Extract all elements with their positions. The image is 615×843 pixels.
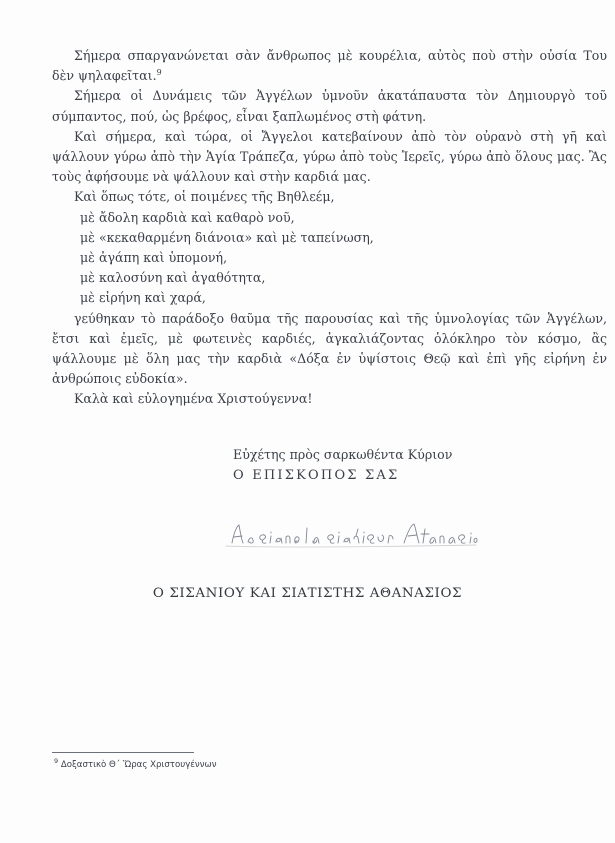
footnote-text: Δοξαστικὸ Θ΄ Ὥρας Χριστουγέννων [60,760,217,770]
paragraph-2: Σήμερα οἱ Δυνάμεις τῶν Ἀγγέλων ὑμνοῦν ἀκατάπαυστα τὸν Δημιουργὸ τοῦ σύμπαντος, πού, ὡς βρέφος, εἶναι ξαπλωμένος στὴ φάτνη. [52,88,607,124]
poem-line: μὲ ἀγάπη καὶ ὑπομονή, [80,250,228,266]
footnote-divider [52,752,194,753]
poem-line: μὲ ἄδολη καρδιὰ καὶ καθαρὸ νοῦ, [80,209,295,225]
footnote-mark: 9 [54,757,59,766]
footnote-reference: 9 [156,68,162,78]
handwritten-signature [218,512,478,556]
poem-line: μὲ καλοσύνη καὶ ἀγαθότητα, [80,270,266,286]
closing-title: Ο ΕΠΙΣΚΟΠΟΣ ΣΑΣ [233,468,400,483]
final-paragraph: γεύθηκαν τὸ παράδοξο θαῦμα τῆς παρουσίας καὶ τῆς ὑμνολογίας τῶν Ἀγγέλων, ἔτσι καὶ ἐμεῖς, μὲ φωτεινὲς καρδιές, ἀγκαλιάζοντας ὁλόκληρο τὸν κόσμο, ἂς ψάλλουμε μὲ ὅλη μας τὴν καρδιὰ «Δόξα ἐν ὑψίστοις Θεῷ καὶ ἐπὶ γῆς εἰρήνη ἐν ἀνθρώποις εὐδοκία». [52,310,607,387]
paragraph-3: Καὶ σήμερα, καὶ τώρα, οἱ Ἄγγελοι κατεβαίνουν ἀπὸ τὸν οὐρανὸ στὴ γῆ καὶ ψάλλουν γύρω ἀπὸ τὴν Ἁγία Τράπεζα, γύρω ἀπὸ τοὺς Ἱερεῖς, γύρω ἀπὸ ὅλους μας. Ἂς τοὺς ἀφήσουμε νὰ ψάλλουν καὶ στὴν καρδιά μας. [52,128,607,185]
paragraph-1 [52,46,607,86]
christmas-greeting: Καλὰ καὶ εὐλογημένα Χριστούγεννα! [74,391,313,407]
letter-body [52,46,607,410]
paragraph-1-text: Σήμερα σπαργανώνεται σὰν ἄνθρωπος μὲ κουρέλια, αὐτὸς ποὺ στὴν οὐσία Του δὲν ψηλαφεῖται. [52,48,607,84]
poem-intro: Καὶ ὅπως τότε, οἱ ποιμένες τῆς Βηθλεέμ, [74,189,335,205]
closing-block [233,444,452,486]
poem-line: μὲ «κεκαθαρμένη διάνοια» καὶ μὲ ταπείνωση, [80,229,374,245]
closing-wish: Εὐχέτης πρὸς σαρκωθέντα Κύριον [233,447,453,462]
poem-line: μὲ εἰρήνη καὶ χαρά, [80,290,206,306]
bishop-name: Ο ΣΙΣΑΝΙΟΥ ΚΑΙ ΣΙΑΤΙΣΤΗΣ ΑΘΑΝΑΣΙΟΣ [152,586,463,601]
footnote [54,757,217,770]
